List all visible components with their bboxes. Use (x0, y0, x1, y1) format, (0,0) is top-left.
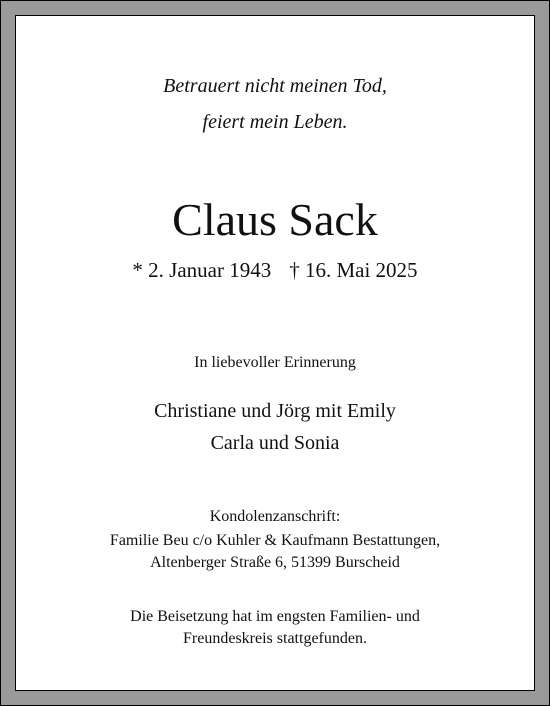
mourners-line-2: Carla und Sonia (210, 432, 340, 454)
mourners-line-1: Christiane und Jörg mit Emily (154, 400, 396, 422)
burial-line-2: Freundeskreis stattgefunden. (183, 630, 367, 647)
condolence-line-2: Altenberger Straße 6, 51399 Burscheid (150, 554, 400, 571)
burial-line-1: Die Beisetzung hat im engsten Familien- und (130, 608, 420, 625)
remembrance-text: In liebevoller Erinnerung (194, 354, 356, 371)
obituary-notice (16, 16, 534, 690)
quote-line-2: feiert mein Leben. (202, 111, 348, 133)
deceased-name: Claus Sack (172, 194, 378, 245)
condolence-heading: Kondolenzanschrift: (209, 508, 341, 525)
quote-line-1: Betrauert nicht meinen Tod, (163, 75, 387, 97)
life-dates (16, 258, 534, 283)
death-date: † 16. Mai 2025 (289, 258, 418, 282)
condolence-line-1: Familie Beu c/o Kuhler & Kaufmann Bestattungen, (109, 532, 441, 549)
birth-date: * 2. Januar 1943 (132, 258, 272, 282)
